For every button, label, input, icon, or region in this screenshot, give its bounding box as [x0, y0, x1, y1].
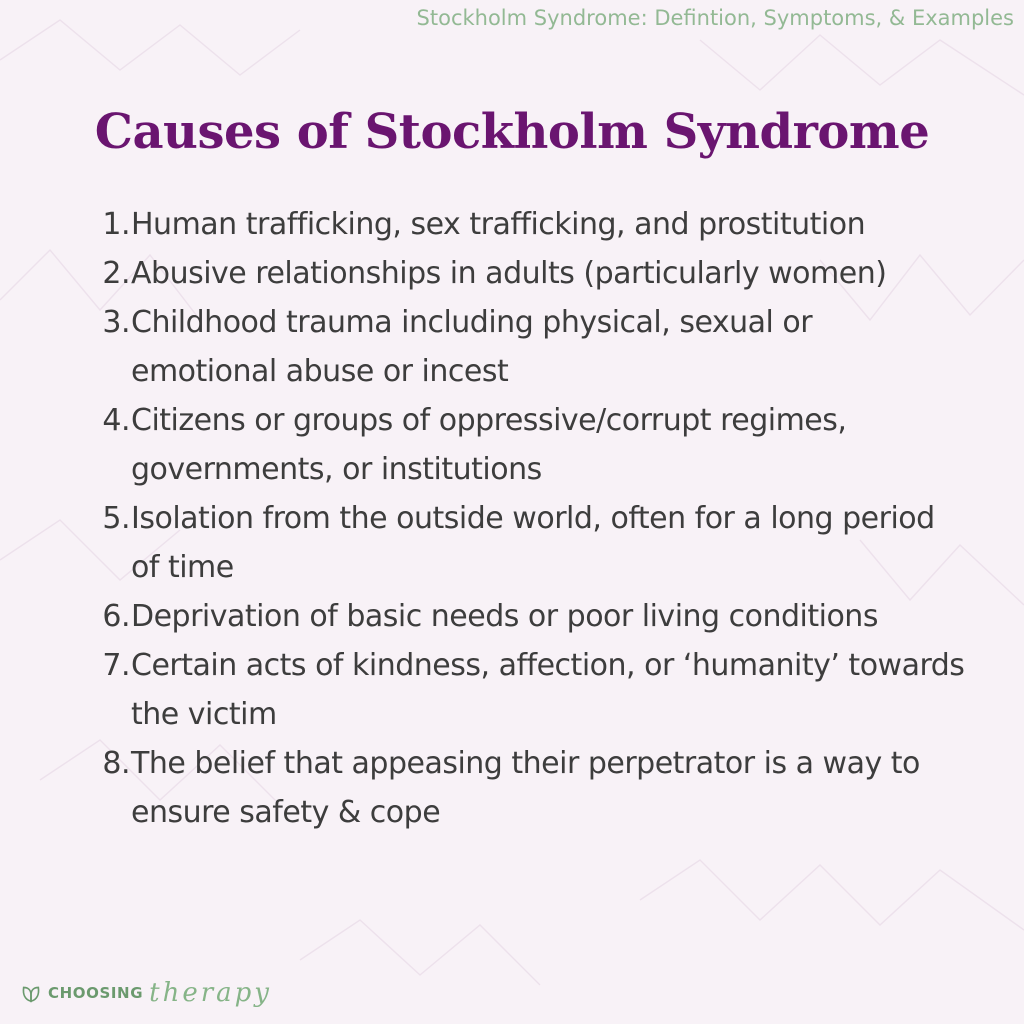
list-item-number: 2.	[102, 256, 130, 291]
brand-name-part2: therapy	[149, 978, 272, 1008]
list-item	[92, 298, 992, 396]
list-item-text: Certain acts of kindness, affection, or ‘humanity’ towards the victim	[131, 648, 965, 732]
list-item-text: Childhood trauma including physical, sexual or emotional abuse or incest	[131, 305, 813, 389]
list-item	[92, 396, 992, 494]
list-item-number: 4.	[102, 403, 130, 438]
list-item-text: Abusive relationships in adults (particularly women)	[131, 256, 887, 291]
list-item-number: 3.	[102, 305, 130, 340]
list-item-text: The belief that appeasing their perpetrator is a way to ensure safety & cope	[131, 746, 920, 830]
brand-name-part1: CHOOSING	[48, 984, 144, 1002]
list-item-text: Isolation from the outside world, often for a long period of time	[131, 501, 935, 585]
header-subtitle: Stockholm Syndrome: Defintion, Symptoms, & Examples	[416, 6, 1014, 30]
list-item-text: Deprivation of basic needs or poor living conditions	[131, 599, 878, 634]
list-item	[92, 739, 992, 837]
causes-list	[92, 200, 992, 837]
list-item	[92, 592, 992, 641]
page-title: Causes of Stockholm Syndrome	[94, 104, 930, 160]
list-item	[92, 249, 992, 298]
list-item-text: Citizens or groups of oppressive/corrupt regimes, governments, or institutions	[131, 403, 847, 487]
list-item-number: 6.	[102, 599, 130, 634]
list-item	[92, 641, 992, 739]
list-item-number: 7.	[102, 648, 130, 683]
list-item	[92, 200, 992, 249]
list-item-number: 1.	[102, 207, 130, 242]
list-item-number: 8.	[102, 746, 130, 781]
list-item-number: 5.	[102, 501, 130, 536]
leaf-logo-icon	[20, 982, 42, 1004]
list-item	[92, 494, 992, 592]
brand-logo	[20, 975, 272, 1011]
list-item-text: Human trafficking, sex trafficking, and prostitution	[131, 207, 866, 242]
